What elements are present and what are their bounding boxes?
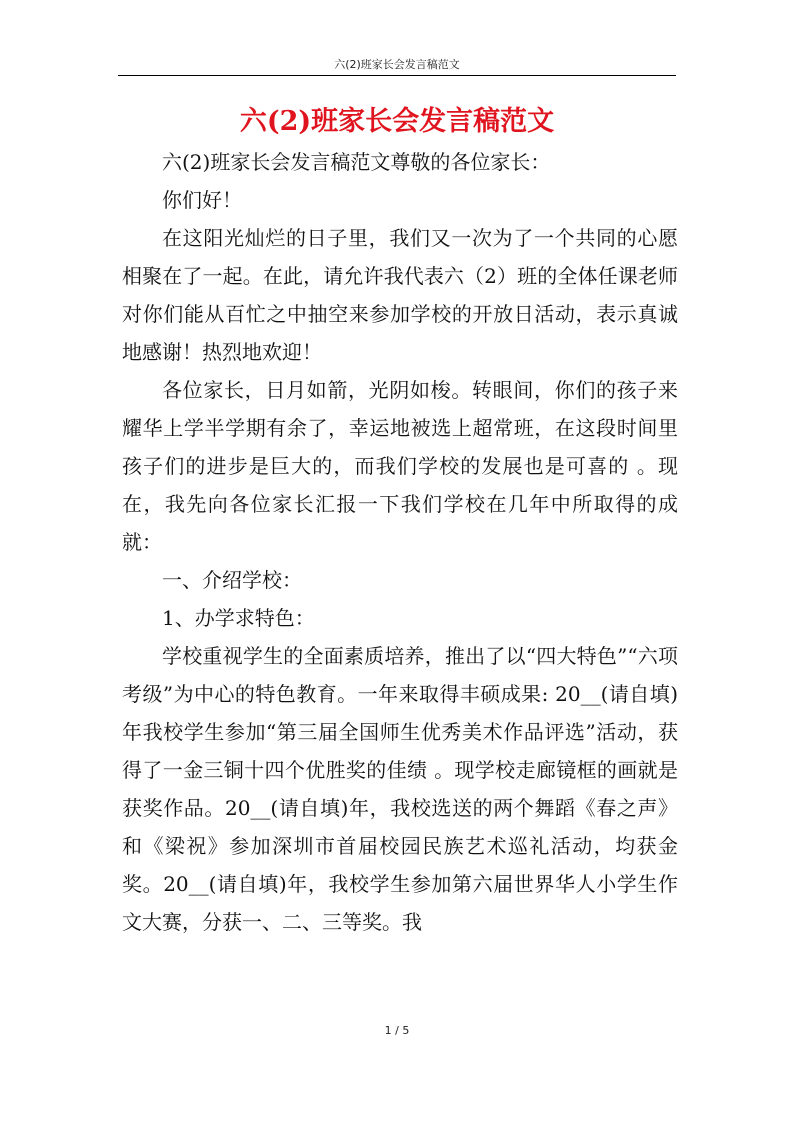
section-heading-school: 一、介绍学校：	[162, 568, 302, 592]
subsection-heading-features: 1、办学求特色：	[162, 606, 315, 630]
paragraph-achievements: 学校重视学生的全面素质培养，推出了以“四大特色”“六项考级”为中心的特色教育。一年来取得丰硕成果: 20__(请自填)年我校学生参加“第三届全国师生优秀美术作品评选”活动，获得了一金三铜十四个优胜奖的佳绩 。现学校走廊镜框的画就是获奖作品。20__(请自填)年，我校选送的两个舞蹈《春之声》和《梁祝》参加深圳市首届校园民族艺术巡礼活动，均获金奖。20__(请自填)年，我校学生参加第六届世界华人小学生作文大赛，分获一、二、三等奖。我	[122, 644, 678, 934]
document-title: 六(2)班家长会发言稿范文	[239, 106, 555, 137]
paragraph-progress: 各位家长，日月如箭，光阴如梭。转眼间，你们的孩子来耀华上学半学期有余了，幸运地被选上超常班，在这段时间里孩子们的进步是巨大的，而我们学校的发展也是可喜的 。现在，我先向各位家长汇报一下我们学校在几年中所取得的成就：	[122, 378, 678, 554]
greeting: 你们好！	[162, 188, 242, 212]
opening-salutation: 六(2)班家长会发言稿范文尊敬的各位家长：	[162, 150, 551, 174]
document-body	[122, 143, 678, 941]
header-divider	[118, 75, 676, 76]
paragraph-welcome: 在这阳光灿烂的日子里，我们又一次为了一个共同的心愿相聚在了一起。在此，请允许我代表六（2）班的全体任课老师对你们能从百忙之中抽空来参加学校的开放日活动，表示真诚地感谢！热烈地欢迎！	[122, 226, 678, 364]
running-header: 六(2)班家长会发言稿范文	[334, 58, 460, 71]
page-indicator: 1 / 5	[384, 1024, 410, 1037]
